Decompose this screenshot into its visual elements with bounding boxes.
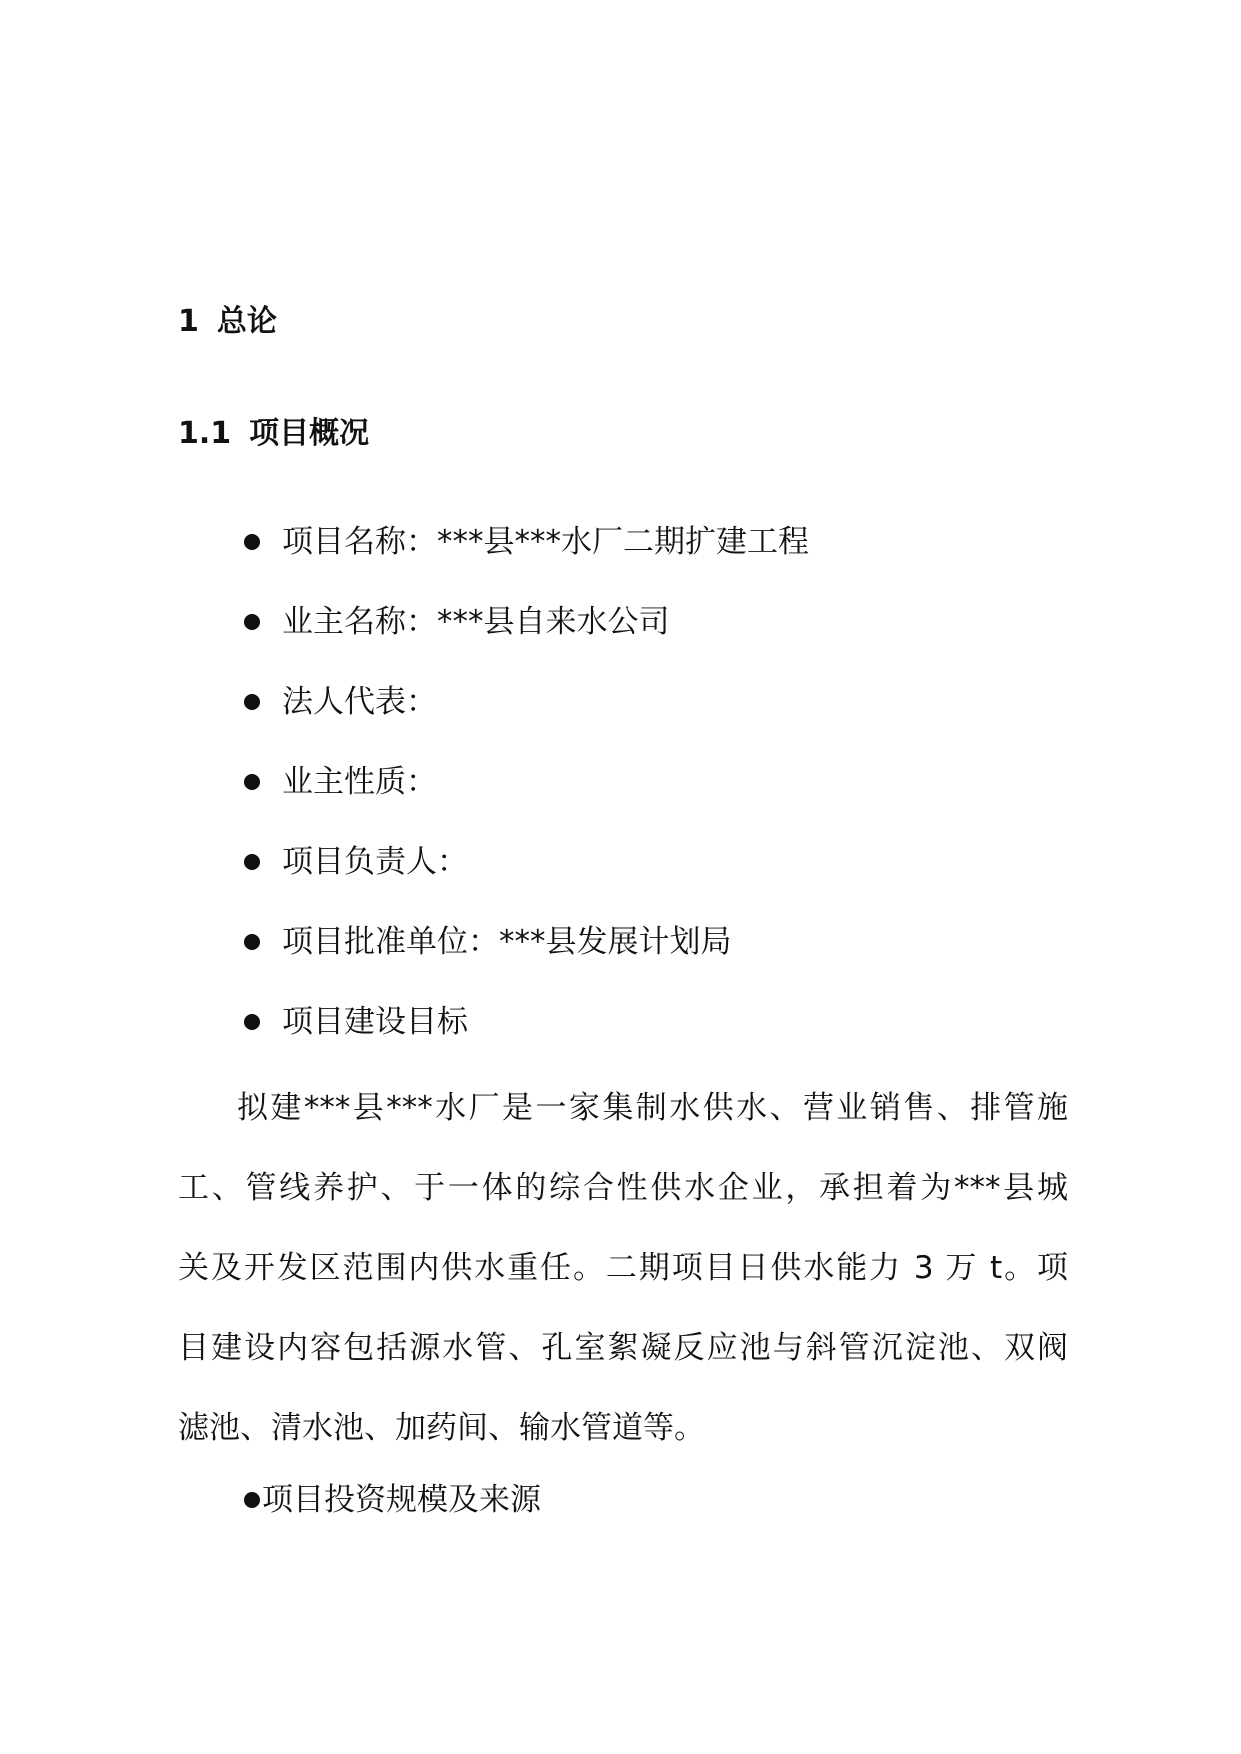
list-item-owner-nature [244, 758, 809, 838]
chapter-number: 1 [178, 304, 199, 339]
bullet-dot-icon [244, 614, 260, 630]
chapter-heading [178, 302, 277, 342]
bullet-dot-icon [244, 534, 260, 550]
list-item-legal-representative [244, 678, 809, 758]
chapter-title: 总论 [216, 304, 277, 339]
section-heading [178, 414, 369, 454]
bullet-dot-icon [244, 854, 260, 870]
paragraph-line: 拟建***县***水厂是一家集制水供水、营业销售、排管施 [237, 1090, 1068, 1126]
list-item-text: 项目负责人： [282, 844, 468, 880]
section-number: 1.1 [178, 416, 232, 451]
paragraph-line: 目建设内容包括源水管、孔室絮凝反应池与斜管沉淀池、双阀 [178, 1330, 1068, 1366]
list-item-text: 项目投资规模及来源 [262, 1482, 541, 1518]
list-item-investment-scale [244, 1476, 541, 1524]
bullet-dot-icon [244, 774, 260, 790]
list-item-owner-name [244, 598, 809, 678]
bullet-dot-icon [244, 694, 260, 710]
list-item-text: 项目名称：***县***水厂二期扩建工程 [282, 524, 809, 560]
list-item-approval-unit [244, 918, 809, 998]
list-item-construction-goal [244, 998, 809, 1078]
bullet-dot-icon [244, 1492, 260, 1508]
section-title: 项目概况 [249, 416, 370, 451]
list-item-text: 项目建设目标 [282, 1004, 468, 1040]
paragraph-line: 滤池、清水池、加药间、输水管道等。 [178, 1410, 705, 1446]
list-item-project-leader [244, 838, 809, 918]
list-item-text: 法人代表： [282, 684, 437, 720]
list-item-text: 业主名称：***县自来水公司 [282, 604, 670, 640]
paragraph-line: 关及开发区范围内供水重任。二期项目日供水能力 3 万 t。项 [178, 1250, 1068, 1286]
bullet-dot-icon [244, 934, 260, 950]
paragraph-line: 工、管线养护、于一体的综合性供水企业，承担着为***县城 [178, 1170, 1068, 1206]
list-item-text: 项目批准单位：***县发展计划局 [282, 924, 732, 960]
bullet-dot-icon [244, 1014, 260, 1030]
list-item-project-name [244, 518, 809, 598]
construction-goal-paragraph [178, 1068, 1068, 1468]
list-item-text: 业主性质： [282, 764, 437, 800]
project-info-list [244, 518, 809, 1078]
